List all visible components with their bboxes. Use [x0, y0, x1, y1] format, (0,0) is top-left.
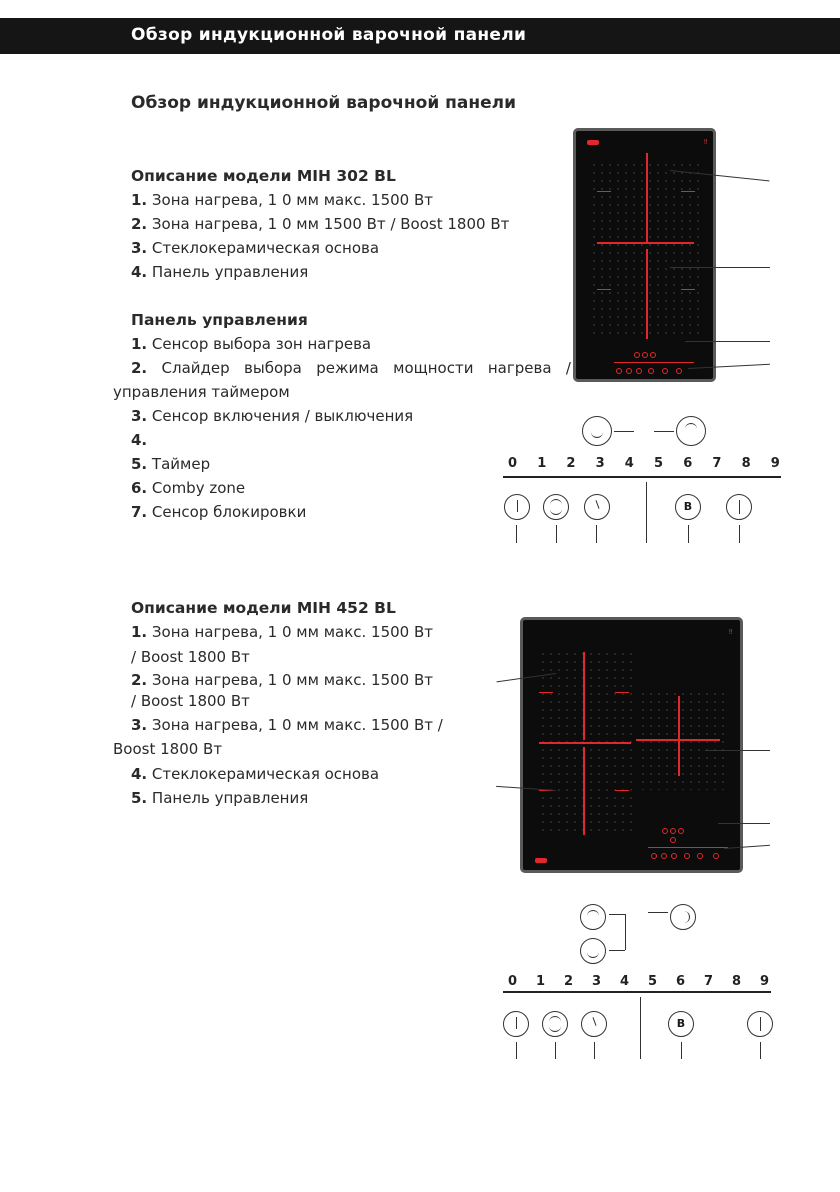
zone-select-icon	[651, 853, 657, 859]
callout-line	[596, 525, 597, 543]
model2-item-5: 5. Панель управления	[131, 789, 309, 807]
plus-icon	[676, 416, 706, 446]
minus-icon	[580, 938, 606, 964]
brand-logo-icon	[587, 140, 599, 145]
timer-icon	[584, 494, 610, 520]
model2-heading: Описание модели MIH 452 BL	[131, 599, 396, 617]
callout-line	[625, 914, 626, 950]
scale-number-5: 5	[648, 974, 658, 989]
scale-baseline	[503, 476, 781, 478]
timer-icon	[636, 368, 642, 374]
callout-line	[670, 267, 770, 268]
scale-number-4: 4	[620, 974, 630, 989]
header-title: Обзор индукционной варочной панели	[131, 25, 527, 45]
power-icon	[713, 853, 719, 859]
scale-number-2: 2	[564, 974, 574, 989]
callout-line	[609, 950, 625, 951]
scale-number-3: 3	[595, 456, 605, 471]
timer-display-icon	[670, 828, 676, 834]
boost-icon: B	[668, 1011, 694, 1037]
model2-item-3-cont: Boost 1800 Вт	[113, 740, 223, 758]
timer-icon	[581, 1011, 607, 1037]
scale-number-7: 7	[704, 974, 714, 989]
zone-select-icon	[626, 368, 632, 374]
boost-icon	[684, 853, 690, 859]
scale-number-2: 2	[566, 456, 576, 471]
scale-number-8: 8	[741, 456, 751, 471]
timer-display-icon	[634, 352, 640, 358]
zone1-right-tick	[681, 191, 695, 192]
model2-item-2-cont: / Boost 1800 Вт	[131, 692, 250, 710]
model2-item-1: 1. Зона нагрева, 1 0 мм макс. 1500 Вт	[131, 623, 434, 641]
model2-item-2: 2. Зона нагрева, 1 0 мм макс. 1500 Вт	[131, 671, 434, 689]
slider-strip	[648, 847, 728, 848]
scale-number-8: 8	[732, 974, 742, 989]
callout-line	[688, 525, 689, 543]
power-icon	[504, 494, 530, 520]
page-title: Обзор индукционной варочной панели	[131, 93, 517, 113]
control-item-3: 3. Сенсор включения / выключения	[131, 407, 414, 425]
lock-icon	[662, 368, 668, 374]
zone2-left-tick	[597, 289, 611, 290]
scale-number-6: 6	[683, 456, 693, 471]
control-item-4: 4.	[131, 431, 148, 449]
scale-baseline	[503, 991, 771, 993]
callout-line	[646, 482, 647, 543]
zone1-vertical-marker	[583, 652, 585, 740]
scale-number-5: 5	[654, 456, 664, 471]
model1-item-2: 2. Зона нагрева, 1 0 мм 1500 Вт / Boost 1800 Вт	[131, 215, 510, 233]
scale-number-4: 4	[624, 456, 634, 471]
callout-line	[648, 912, 668, 913]
slider-strip	[614, 362, 694, 363]
zone1-right-tick	[615, 692, 629, 693]
callout-line	[516, 1042, 517, 1059]
zone-select-icon	[542, 1011, 568, 1037]
zone-divider-marker	[597, 242, 694, 244]
scale-number-9: 9	[770, 456, 780, 471]
callout-line	[705, 750, 770, 751]
corner-mark-icon: ‼	[704, 138, 708, 146]
header-bar	[0, 18, 840, 54]
scale-number-0: 0	[508, 974, 518, 989]
control-panel-heading: Панель управления	[131, 311, 308, 329]
boost-icon: B	[675, 494, 701, 520]
scale-number-6: 6	[676, 974, 686, 989]
cooktop-mih302-illustration	[573, 128, 716, 382]
timer-display-icon	[642, 352, 648, 358]
zone3-vertical-marker	[678, 696, 680, 776]
zone3-horizontal-marker	[636, 739, 720, 741]
zone-divider-marker	[539, 742, 631, 744]
zone1-left-tick	[539, 692, 553, 693]
scale-number-3: 3	[592, 974, 602, 989]
scale-number-9: 9	[760, 974, 770, 989]
callout-line	[718, 823, 770, 824]
corner-mark-icon: ‼	[729, 628, 733, 636]
callout-line	[640, 997, 641, 1059]
callout-line	[681, 1042, 682, 1059]
model1-heading: Описание модели MIH 302 BL	[131, 167, 396, 185]
model2-item-1-cont: / Boost 1800 Вт	[131, 648, 250, 666]
control-item-5: 5. Таймер	[131, 455, 211, 473]
zone1-vertical-marker	[646, 153, 648, 243]
callout-line	[685, 341, 770, 342]
lock-icon	[697, 853, 703, 859]
zone2-right-tick	[681, 289, 695, 290]
callout-line	[555, 1042, 556, 1059]
scale-number-7: 7	[712, 456, 722, 471]
timer-display-icon	[678, 828, 684, 834]
model2-item-3: 3. Зона нагрева, 1 0 мм макс. 1500 Вт /	[131, 716, 443, 734]
zone2-right-tick	[615, 790, 629, 791]
timer-display-icon	[650, 352, 656, 358]
zone2-vertical-marker	[646, 249, 648, 339]
model1-item-3: 3. Стеклокерамическая основа	[131, 239, 380, 257]
scale-number-0: 0	[508, 456, 518, 471]
model1-item-1: 1. Зона нагрева, 1 0 мм макс. 1500 Вт	[131, 191, 434, 209]
callout-line	[594, 1042, 595, 1059]
callout-line	[739, 525, 740, 543]
lock-icon	[747, 1011, 773, 1037]
model2-item-4: 4. Стеклокерамическая основа	[131, 765, 380, 783]
minus-icon	[582, 416, 612, 446]
power-icon	[676, 368, 682, 374]
control-item-2-cont: управления таймером	[113, 383, 290, 401]
callout-line	[516, 525, 517, 543]
callout-line	[556, 525, 557, 543]
zone-select-icon	[661, 853, 667, 859]
zone-select-icon	[543, 494, 569, 520]
control-item-2: 2. Слайдер выбора режима мощности нагрева /	[131, 359, 571, 377]
scale-number-1: 1	[537, 456, 547, 471]
callout-line	[609, 914, 625, 915]
power-icon	[503, 1011, 529, 1037]
boost-icon	[648, 368, 654, 374]
timer-icon	[671, 853, 677, 859]
callout-line	[654, 431, 674, 432]
plus-icon	[580, 904, 606, 930]
timer-display-icon	[662, 828, 668, 834]
callout-line	[760, 1042, 761, 1059]
lock-icon	[726, 494, 752, 520]
zone-select-icon	[670, 904, 696, 930]
control-item-1: 1. Сенсор выбора зон нагрева	[131, 335, 372, 353]
scale-number-1: 1	[536, 974, 546, 989]
model1-item-4: 4. Панель управления	[131, 263, 309, 281]
zone1-left-tick	[597, 191, 611, 192]
control-item-7: 7. Сенсор блокировки	[131, 503, 307, 521]
cooktop-mih452-illustration	[520, 617, 743, 873]
callout-line	[614, 431, 634, 432]
control-item-6: 6. Comby zone	[131, 479, 246, 497]
zone-indicator-icon	[670, 837, 676, 843]
zone2-vertical-marker	[583, 747, 585, 835]
zone-select-icon	[616, 368, 622, 374]
brand-logo-icon	[535, 858, 547, 863]
